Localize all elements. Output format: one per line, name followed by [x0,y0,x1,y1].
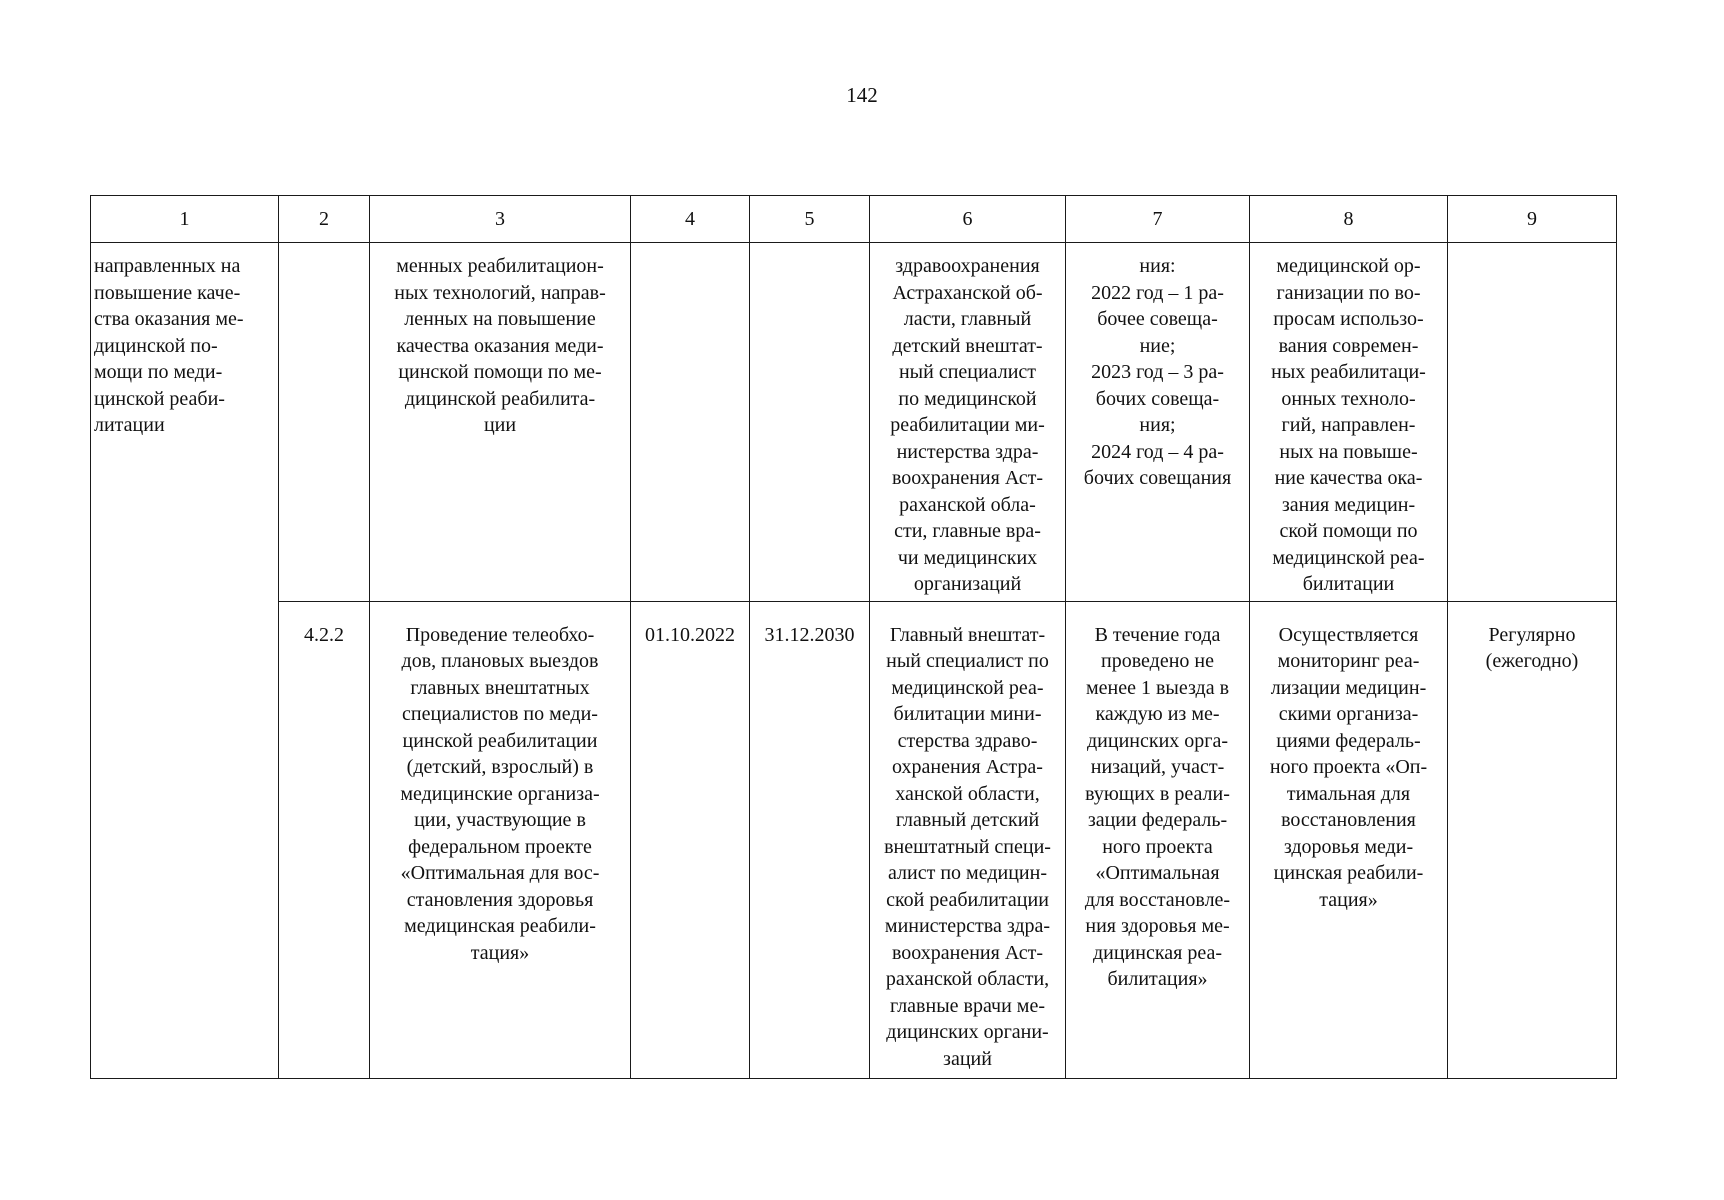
frequency-cell: Регулярно (ежегодно) [1448,601,1617,1079]
end-date-cell: 31.12.2030 [750,601,870,1079]
column-header: 3 [370,196,631,243]
column-header: 4 [631,196,750,243]
indicator-cell: ния: 2022 год – 1 ра- бочее совеща- ние; 2023 год – 3 ра- бочих совеща- ния; 2024 год – 4 ра- бочих совещания [1066,243,1250,602]
indicator-cell: В течение года проведено не менее 1 выезда в каждую из ме- дицинских орга- низаций, участ- вующих в реали- зации федераль- ного проекта «Оптимальная для восстановле- ния здоровья ме- дицинская реа- билитация» [1066,601,1250,1079]
activity-cell: Проведение телеобхо- дов, плановых выездов главных внештатных специалистов по меди- цинской реабилитации (детский, взрослый) в медицинские организа- ции, участвующие в федеральном проекте «Оптимальная для вос- становления здоровья медицинская реабили- тация» [370,601,631,1079]
column-header: 5 [750,196,870,243]
frequency-cell [1448,243,1617,602]
objective-cell: направленных на повышение каче- ства оказания ме- дицинской по- мощи по меди- цинской реаби- литации [91,243,279,1079]
responsible-cell: здравоохранения Астраханской об- ласти, главный детский внештат- ный специалист по медицинской реабилитации ми- нистерства здра- воохранения Аст- раханской обла- сти, главные вра- чи медицинских организаций [870,243,1066,602]
column-header: 8 [1250,196,1448,243]
responsible-cell: Главный внештат- ный специалист по медицинской реа- билитации мини- стерства здраво- охранения Астра- ханской области, главный детский внештатный специ- алист по медицин- ской реабилитации министерства здра- воохранения Аст- раханской области, главные врачи ме- дицинских органи- заций [870,601,1066,1079]
table-row [91,243,1617,602]
start-date-cell: 01.10.2022 [631,601,750,1079]
column-header: 7 [1066,196,1250,243]
column-header: 9 [1448,196,1617,243]
item-number-cell: 4.2.2 [279,601,370,1079]
result-cell: Осуществляется мониторинг реа- лизации медицин- скими организа- циями федераль- ного проекта «Оп- тимальная для восстановления здоровья меди- цинская реабили- тация» [1250,601,1448,1079]
activity-cell: менных реабилитацион- ных технологий, направ- ленных на повышение качества оказания меди- цинской помощи по ме- дицинской реабилита- ции [370,243,631,602]
page-number: 142 [846,83,878,107]
end-date-cell [750,243,870,602]
column-header: 2 [279,196,370,243]
table-row [91,601,1617,1079]
table-header-row [91,196,1617,243]
activity-plan-table [90,195,1617,1079]
item-number-cell [279,243,370,602]
column-header: 1 [91,196,279,243]
result-cell: медицинской ор- ганизации по во- просам использо- вания современ- ных реабилитаци- онных техноло- гий, направлен- ных на повыше- ние качества ока- зания медицин- ской помощи по медицинской реа- билитации [1250,243,1448,602]
start-date-cell [631,243,750,602]
column-header: 6 [870,196,1066,243]
